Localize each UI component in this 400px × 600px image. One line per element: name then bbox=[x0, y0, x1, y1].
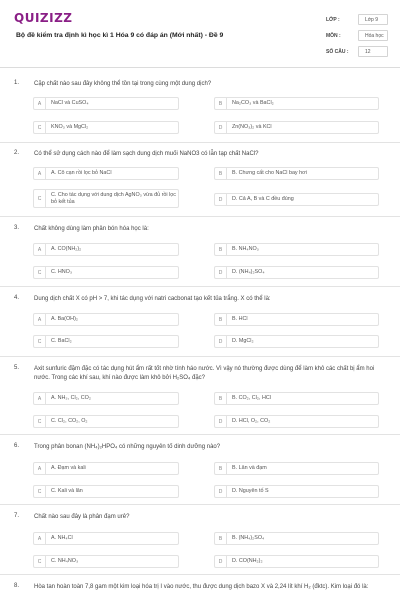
option-text: NaCl và CuSO₄ bbox=[51, 100, 89, 106]
option-text: D. (NH₄)₂SO₄ bbox=[232, 269, 265, 275]
question-text: Chất nào sau đây là phân đạm urê? bbox=[34, 514, 130, 520]
option-a[interactable] bbox=[33, 313, 179, 326]
option-letter: A bbox=[34, 533, 46, 544]
question-text: Dung dịch chất X có pH > 7, khi tác dụng với natri cacbonat tạo kết tủa trắng. X có thể là: bbox=[34, 296, 271, 302]
option-letter: B bbox=[215, 244, 227, 255]
option-letter: D bbox=[215, 556, 227, 567]
option-letter: B bbox=[215, 168, 227, 179]
option-d[interactable] bbox=[214, 555, 379, 568]
question-separator bbox=[0, 142, 400, 143]
option-text: B. CO₂, Cl₂, HCl bbox=[232, 395, 271, 401]
option-text: B. Lân và đạm bbox=[232, 465, 267, 471]
option-text: B. Chưng cất cho NaCl bay hơi bbox=[232, 170, 307, 176]
option-letter: C bbox=[34, 122, 46, 133]
option-letter: C bbox=[34, 190, 46, 207]
meta-panel bbox=[326, 13, 388, 61]
option-c[interactable] bbox=[33, 266, 179, 279]
meta-row-class bbox=[326, 13, 388, 26]
question-separator bbox=[0, 574, 400, 575]
page-title: Bộ đề kiểm tra định kì học kì 1 Hóa 9 có đáp án (Mới nhất) - Đề 9 bbox=[16, 32, 224, 39]
option-letter: D bbox=[215, 416, 227, 427]
option-a[interactable] bbox=[33, 392, 179, 405]
option-d[interactable] bbox=[214, 415, 379, 428]
option-d[interactable] bbox=[214, 335, 379, 348]
question-separator bbox=[0, 504, 400, 505]
question-text: Axit sunfuric đặm đặc có tác dụng hút ẩm rất tốt nhờ tính háo nước. Vì vậy nó thường được dùng để làm khô các chất bị ẩm hoi nước. Trong các khí sau, khí nào được làm khô bởi H₂SO₄ đặc? bbox=[34, 366, 375, 381]
option-text: Na₂CO₃ và BaCl₂ bbox=[232, 100, 274, 106]
option-text: D. CO(NH₂)₂ bbox=[232, 558, 263, 564]
option-letter: D bbox=[215, 336, 227, 347]
option-letter: C bbox=[34, 416, 46, 427]
question-number: 8. bbox=[14, 583, 20, 589]
question-number: 4. bbox=[14, 295, 20, 301]
question-separator bbox=[0, 356, 400, 357]
option-b[interactable] bbox=[214, 532, 379, 545]
meta-label: MÔN : bbox=[326, 32, 341, 39]
option-text: D. MgCl₂ bbox=[232, 338, 254, 344]
option-letter: A bbox=[34, 393, 46, 404]
option-letter: C bbox=[34, 267, 46, 278]
option-a[interactable] bbox=[33, 462, 179, 475]
option-text: C. HNO₃ bbox=[51, 269, 73, 275]
option-letter: A bbox=[34, 463, 46, 474]
option-d[interactable] bbox=[214, 485, 379, 498]
option-c[interactable] bbox=[33, 121, 179, 134]
option-text: B. NH₄NO₃ bbox=[232, 246, 259, 252]
option-text: A. NH₃, Cl₂, CO₂ bbox=[51, 395, 91, 401]
option-c[interactable] bbox=[33, 189, 179, 208]
option-text: A. NH₄Cl bbox=[51, 535, 73, 541]
option-text: C. Cl₂, CO₂, O₂ bbox=[51, 418, 88, 424]
meta-value-box: 12 bbox=[358, 46, 388, 57]
quizizz-logo: QUIZIZZ bbox=[14, 11, 73, 25]
option-letter: A bbox=[34, 314, 46, 325]
option-letter: C bbox=[34, 556, 46, 567]
option-b[interactable] bbox=[214, 392, 379, 405]
question-number: 2. bbox=[14, 150, 20, 156]
option-text: Zn(NO₃)₂ và KCl bbox=[232, 124, 272, 130]
option-letter: D bbox=[215, 267, 227, 278]
meta-value-box: Lớp 9 bbox=[358, 14, 388, 25]
option-d[interactable] bbox=[214, 266, 379, 279]
option-c[interactable] bbox=[33, 335, 179, 348]
question-text: Hòa tan hoàn toàn 7,8 gam một kim loại hóa trị I vào nước, thu được dung dịch bazo X và 2,24 lít khí H₂ (đktc). Kim loại đó là: bbox=[34, 584, 369, 590]
option-letter: B bbox=[215, 393, 227, 404]
option-text: A. Ba(OH)₂ bbox=[51, 316, 78, 322]
option-letter: A bbox=[34, 244, 46, 255]
option-c[interactable] bbox=[33, 555, 179, 568]
option-letter: B bbox=[215, 533, 227, 544]
option-d[interactable] bbox=[214, 121, 379, 134]
page-header bbox=[0, 0, 400, 72]
option-text: C. Kali và lân bbox=[51, 488, 83, 494]
question-text: Chất không dùng làm phân bón hóa học là: bbox=[34, 226, 149, 232]
question-number: 3. bbox=[14, 225, 20, 231]
meta-value-box: Hóa học bbox=[358, 30, 388, 41]
option-text: D. HCl, O₂, CO₂ bbox=[232, 418, 271, 424]
option-letter: D bbox=[215, 122, 227, 133]
question-number: 7. bbox=[14, 513, 20, 519]
option-b[interactable] bbox=[214, 462, 379, 475]
meta-label: LỚP : bbox=[326, 16, 340, 23]
option-c[interactable] bbox=[33, 485, 179, 498]
option-d[interactable] bbox=[214, 193, 379, 206]
header-divider bbox=[0, 67, 400, 68]
option-letter: D bbox=[215, 194, 227, 205]
option-text: D. Cả A, B và C đều đúng bbox=[232, 196, 294, 202]
question-number: 5. bbox=[14, 365, 20, 371]
option-text: A. Cô cạn rồi lọc bỏ NaCl bbox=[51, 170, 112, 176]
meta-row-subject bbox=[326, 29, 388, 42]
option-text: C. NH₄NO₃ bbox=[51, 558, 79, 564]
option-letter: C bbox=[34, 336, 46, 347]
option-letter: B bbox=[215, 314, 227, 325]
question-number: 1. bbox=[14, 80, 20, 86]
question-text: Trong phân bonan (NH₄)₂HPO₄ có những nguyên tố dinh dưỡng nào? bbox=[34, 444, 221, 450]
option-text: B. (NH₄)₂SO₄ bbox=[232, 535, 265, 541]
option-a[interactable] bbox=[33, 243, 179, 256]
option-b[interactable] bbox=[214, 243, 379, 256]
option-letter: C bbox=[34, 486, 46, 497]
option-a[interactable] bbox=[33, 97, 179, 110]
option-text: B. HCl bbox=[232, 316, 248, 322]
option-c[interactable] bbox=[33, 415, 179, 428]
meta-row-count bbox=[326, 45, 388, 58]
option-a[interactable] bbox=[33, 167, 179, 180]
option-letter: B bbox=[215, 463, 227, 474]
option-text: C. BaCl₂ bbox=[51, 338, 72, 344]
option-text: A. Đạm và kali bbox=[51, 465, 86, 471]
question-separator bbox=[0, 286, 400, 287]
option-b[interactable] bbox=[214, 313, 379, 326]
option-letter: A bbox=[34, 98, 46, 109]
option-b[interactable] bbox=[214, 167, 379, 180]
question-text: Cặp chất nào sau đây không thể tồn tại trong cùng một dung dịch? bbox=[34, 81, 212, 87]
question-number: 6. bbox=[14, 443, 20, 449]
option-text: C. Cho tác dụng với dung dịch AgNO₃ vừa đủ rồi lọc bỏ kết tủa bbox=[51, 191, 177, 205]
question-separator bbox=[0, 216, 400, 217]
option-letter: A bbox=[34, 168, 46, 179]
option-letter: D bbox=[215, 486, 227, 497]
question-separator bbox=[0, 434, 400, 435]
option-text: D. Nguyên tố S bbox=[232, 488, 269, 494]
option-letter: B bbox=[215, 98, 227, 109]
option-text: KNO₃ và MgCl₂ bbox=[51, 124, 89, 130]
option-a[interactable] bbox=[33, 532, 179, 545]
option-b[interactable] bbox=[214, 97, 379, 110]
option-text: A. CO(NH₂)₂ bbox=[51, 246, 82, 252]
meta-label: SỐ CÂU : bbox=[326, 48, 349, 55]
question-text: Có thể sử dụng cách nào để làm sạch dung dịch muối NaNO3 có lẫn tạp chất NaCl? bbox=[34, 151, 259, 157]
